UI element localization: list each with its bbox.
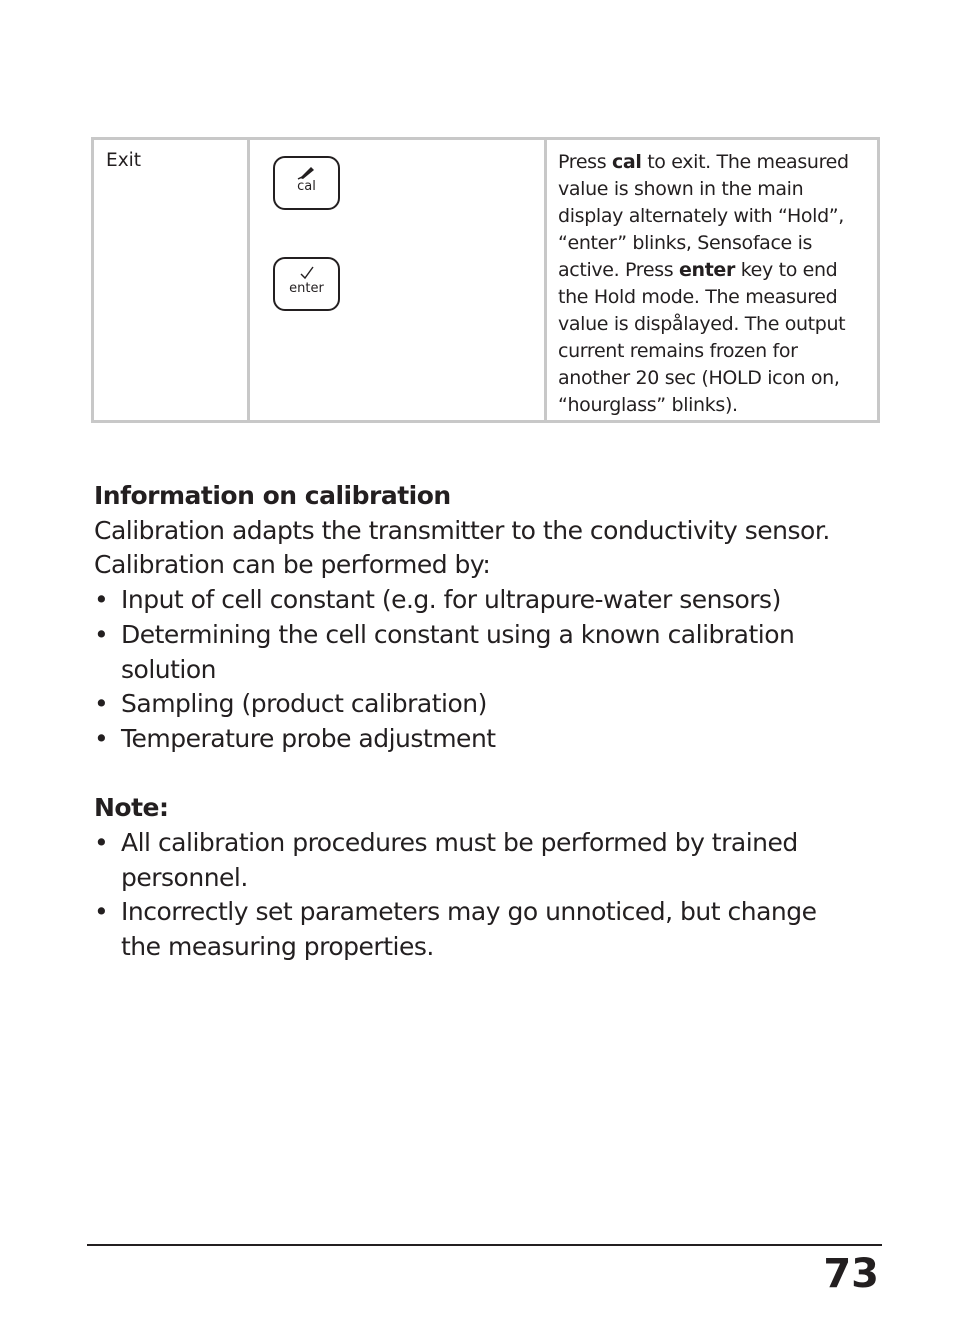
calibration-intro-line-1: Calibration adapts the transmitter to the conductivity sensor. <box>94 515 830 545</box>
step-name: Exit <box>106 150 142 171</box>
note-list <box>94 826 894 965</box>
keyword-cal: cal <box>611 151 642 173</box>
keyword-enter: enter <box>678 259 735 281</box>
enter-key-image <box>273 257 340 311</box>
enter-key-label: enter <box>289 281 324 296</box>
keys-cell <box>250 140 547 420</box>
checkmark-icon <box>275 265 338 281</box>
cal-key-image <box>273 156 340 210</box>
step-cell <box>94 140 250 420</box>
exit-description: Press cal to exit. The measured value is shown in the main display alternately with “Hold”, “enter” blinks, Sensoface is active. Press enter key to end the Hold mode. The measured value is dispålayed. The output current remains frozen for another 20 sec (HOLD icon on, “hourglass” blinks). <box>558 151 849 416</box>
list-item: • Determining the cell constant using a known calibration solution <box>94 619 795 684</box>
list-item: • Input of cell constant (e.g. for ultrapure-water sensors) <box>94 585 781 615</box>
footer-rule <box>87 1244 882 1246</box>
calibration-intro-line-2: Calibration can be performed by: <box>94 550 491 580</box>
list-item: • Temperature probe adjustment <box>94 723 496 753</box>
cal-key-label: cal <box>297 179 316 194</box>
list-item: • All calibration procedures must be performed by trained personnel. <box>94 828 798 892</box>
calibration-methods-list <box>94 583 894 757</box>
procedure-table <box>91 137 880 423</box>
note-heading: Note: <box>94 793 169 823</box>
page-number: 73 <box>823 1251 879 1297</box>
calibration-heading: Information on calibration <box>94 481 451 510</box>
description-cell <box>547 140 877 420</box>
list-item: • Sampling (product calibration) <box>94 689 487 719</box>
list-item: • Incorrectly set parameters may go unnoticed, but change the measuring properties. <box>94 897 817 962</box>
pen-icon <box>275 164 338 180</box>
calibration-section <box>94 479 894 965</box>
